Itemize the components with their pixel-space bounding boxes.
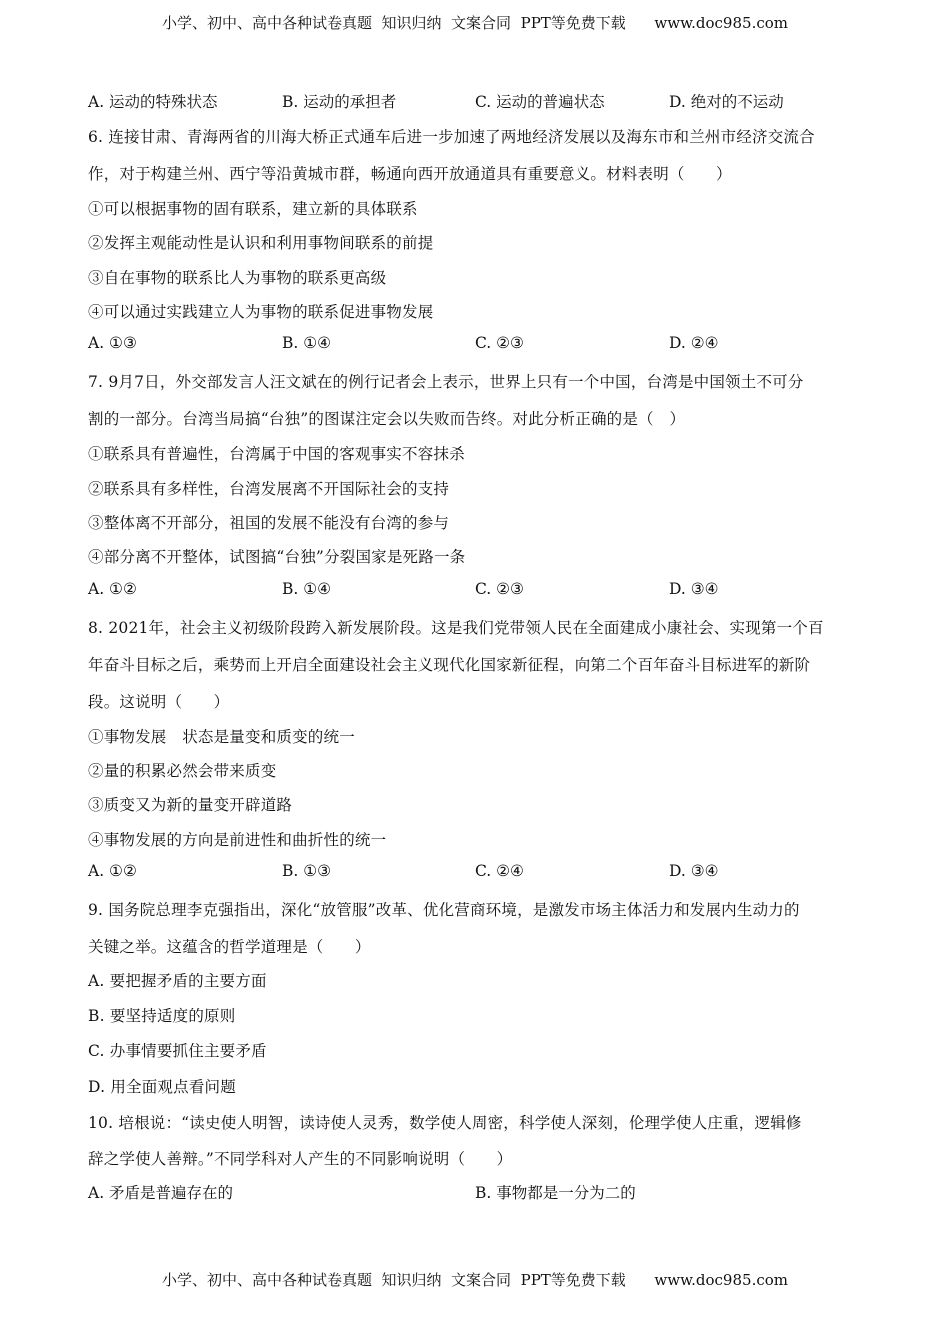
q9-stem-line-2: 关键之举。这蕴含的哲学道理是（ ） [88, 938, 371, 956]
q10-stem-line-1: 10. 培根说：“读史使人明智，读诗使人灵秀，数学使人周密，科学使人深刻，伦理学使人庄重，逻辑修 [88, 1114, 802, 1132]
q7-stem-line-1: 7. 9月7日，外交部发言人汪文斌在的例行记者会上表示，世界上只有一个中国，台湾是中国领土不可分 [88, 373, 804, 391]
q8-stem-line-2: 年奋斗目标之后，乘势而上开启全面建设社会主义现代化国家新征程，向第二个百年奋斗目标进军的新阶 [88, 656, 811, 674]
q8-stem-line-3: 段。这说明（ ） [88, 693, 230, 711]
q5-option-d: D. 绝对的不运动 [669, 93, 784, 111]
q8-option-a: A. ①② [88, 862, 137, 880]
q8-item-3: ③质变又为新的量变开辟道路 [88, 796, 293, 814]
page-header: 小学、初中、高中各种试卷真题 知识归纳 文案合同 PPT等免费下载 www.doc985.com [161, 14, 788, 32]
q7-option-a: A. ①② [88, 580, 137, 598]
q8-item-4: ④事物发展的方向是前进性和曲折性的统一 [88, 831, 387, 849]
q8-option-d: D. ③④ [669, 862, 719, 880]
q6-stem-line-2: 作，对于构建兰州、西宁等沿黄城市群，畅通向西开放通道具有重要意义。材料表明（ ） [88, 165, 732, 183]
q9-stem-line-1: 9. 国务院总理李克强指出，深化“放管服”改革、优化营商环境，是激发市场主体活力和发展内生动力的 [88, 901, 800, 919]
q8-option-b: B. ①③ [282, 862, 332, 880]
q5-option-b: B. 运动的承担者 [282, 93, 397, 111]
q8-item-1: ①事物发展 状态是量变和质变的统一 [88, 728, 355, 746]
q6-item-4: ④可以通过实践建立人为事物的联系促进事物发展 [88, 303, 434, 321]
q5-option-a: A. 运动的特殊状态 [88, 93, 218, 111]
q6-option-c: C. ②③ [475, 334, 524, 352]
q7-item-4: ④部分离不开整体，试图搞“台独”分裂国家是死路一条 [88, 548, 466, 566]
q7-item-1: ①联系具有普遍性，台湾属于中国的客观事实不容抹杀 [88, 445, 465, 463]
q10-option-b: B. 事物都是一分为二的 [475, 1184, 636, 1202]
q7-stem-line-2: 割的一部分。台湾当局搞“台独”的图谋注定会以失败而告终。对此分析正确的是（ ） [88, 410, 686, 428]
q7-item-2: ②联系具有多样性，台湾发展离不开国际社会的支持 [88, 480, 450, 498]
q6-option-d: D. ②④ [669, 334, 719, 352]
q7-item-3: ③整体离不开部分，祖国的发展不能没有台湾的参与 [88, 514, 450, 532]
q7-option-d: D. ③④ [669, 580, 719, 598]
q9-option-d: D. 用全面观点看问题 [88, 1078, 236, 1096]
q6-option-b: B. ①④ [282, 334, 332, 352]
q10-stem-line-2: 辞之学使人善辩。”不同学科对人产生的不同影响说明（ ） [88, 1150, 513, 1168]
q6-stem-line-1: 6. 连接甘肃、青海两省的川海大桥正式通车后进一步加速了两地经济发展以及海东市和兰州市经济交流合 [88, 128, 815, 146]
q10-option-a: A. 矛盾是普遍存在的 [88, 1184, 234, 1202]
q9-option-a: A. 要把握矛盾的主要方面 [88, 972, 267, 990]
q7-option-c: C. ②③ [475, 580, 524, 598]
q6-item-3: ③自在事物的联系比人为事物的联系更高级 [88, 269, 387, 287]
q9-option-c: C. 办事情要抓住主要矛盾 [88, 1042, 267, 1060]
q6-option-a: A. ①③ [88, 334, 137, 352]
q8-option-c: C. ②④ [475, 862, 524, 880]
q8-stem-line-1: 8. 2021年，社会主义初级阶段跨入新发展阶段。这是我们党带领人民在全面建成小康社会、实现第一个百 [88, 619, 824, 637]
page-footer: 小学、初中、高中各种试卷真题 知识归纳 文案合同 PPT等免费下载 www.doc985.com [161, 1271, 788, 1289]
q6-item-1: ①可以根据事物的固有联系，建立新的具体联系 [88, 200, 418, 218]
q8-item-2: ②量的积累必然会带来质变 [88, 762, 277, 780]
q5-option-c: C. 运动的普遍状态 [475, 93, 605, 111]
q6-item-2: ②发挥主观能动性是认识和利用事物间联系的前提 [88, 234, 434, 252]
q7-option-b: B. ①④ [282, 580, 332, 598]
q9-option-b: B. 要坚持适度的原则 [88, 1007, 236, 1025]
